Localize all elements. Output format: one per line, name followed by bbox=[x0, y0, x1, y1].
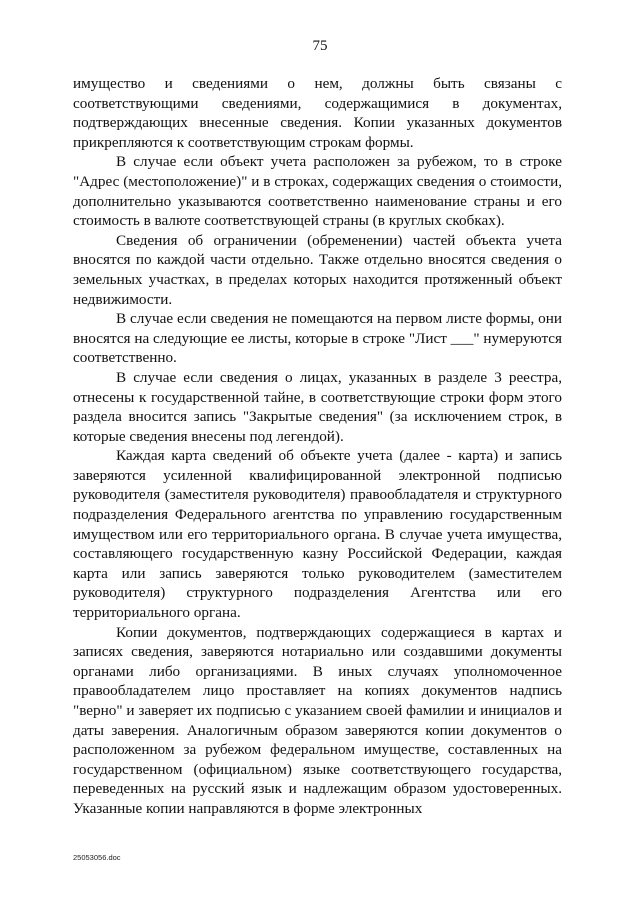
paragraph-document-copies: Копии документов, подтверждающих содержащиеся в картах и записях сведения, заверяются нотариально или создавшими документы органами либо организациями. В иных случаях уполномоченное правообладателем лицо проставляет на копиях документов надпись "верно" и заверяет их подписью с указанием своей фамилии и инициалов и даты заверения. Аналогичным образом заверяются копии документов о расположенном за рубежом федеральном имуществе, составленных на государственном (официальном) языке соответствующего государства, переведенных на русский язык и надлежащим образом удостоверенных. Указанные копии направляются в форме электронных bbox=[73, 623, 562, 817]
page-number: 75 bbox=[312, 38, 328, 54]
paragraph-continuation: имущество и сведениями о нем, должны быть связаны с соответствующими сведениями, содержащимися в документах, подтверждающих внесенные сведения. Копии указанных документов прикрепляются к соответствующим строкам формы. bbox=[73, 75, 562, 151]
document-body bbox=[73, 74, 562, 819]
paragraph-encumbrance: Сведения об ограничении (обременении) частей объекта учета вносятся по каждой части отдельно. Также отдельно вносятся сведения о земельных участках, в пределах которых находится протяженный объект недвижимости. bbox=[73, 231, 562, 308]
document-file-code: 25053056.doc bbox=[73, 853, 121, 862]
paragraph-foreign-object: В случае если объект учета расположен за рубежом, то в строке "Адрес (местоположение)" и в строках, содержащих сведения о стоимости, дополнительно указываются соответственно наименование страны и его стоимость в валюте соответствующей страны (в круглых скобках). bbox=[73, 153, 562, 230]
paragraph-card-signature: Каждая карта сведений об объекте учета (далее - карта) и запись заверяются усиленной квалифицированной электронной подписью руководителя (заместителя руководителя) правообладателя и структурного подразделения Федерального агентства по управлению государственным имуществом или его территориального органа. В случае учета имущества, составляющего государственную казну Российской Федерации, каждая карта или запись заверяются только руководителем (заместителем руководителя) структурного подразделения Агентства или его территориального органа. bbox=[73, 447, 562, 622]
paragraph-extra-sheets: В случае если сведения не помещаются на первом листе формы, они вносятся на следующие ее листы, которые в строке "Лист ___" нумеруются соответственно. bbox=[73, 310, 562, 367]
paragraph-state-secret: В случае если сведения о лицах, указанных в разделе 3 реестра, отнесены к государственной тайне, в соответствующие строки форм этого раздела вносится запись "Закрытые сведения" (за исключением строк, в которые сведения внесены под легендой). bbox=[73, 368, 562, 445]
